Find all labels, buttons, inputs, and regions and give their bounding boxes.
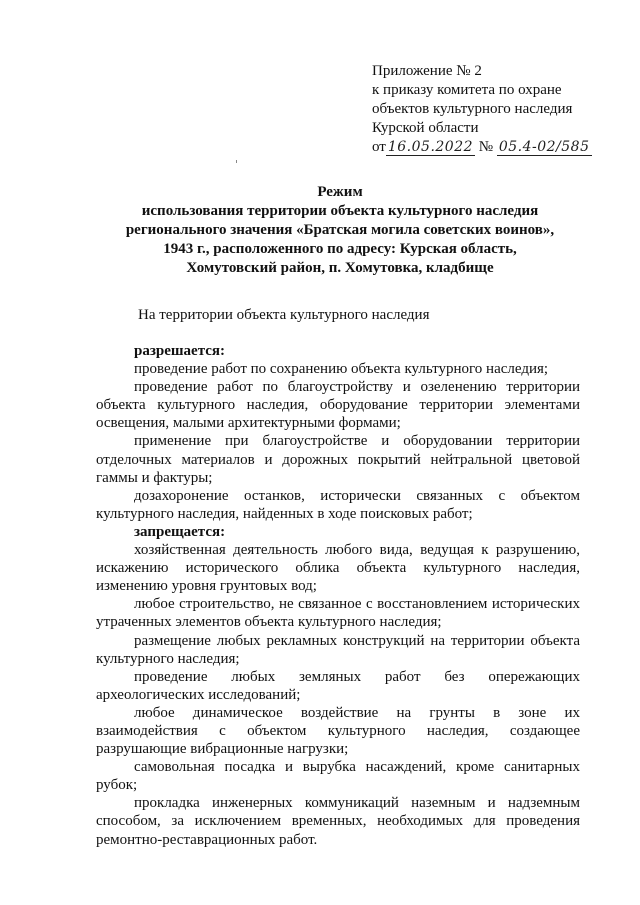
appendix-committee-line: объектов культурного наследия [372, 101, 573, 117]
handwritten-date: 16.05.2022 [387, 139, 474, 155]
document-body [96, 342, 580, 849]
allowed-item: проведение работ по сохранению объекта культурного наследия; [134, 361, 549, 378]
appendix-order-line: к приказу комитета по охране [372, 82, 562, 98]
title-line-5: Хомутовский район, п. Хомутовка, кладбище [186, 260, 494, 276]
forbidden-item: прокладка инженерных коммуникаций наземным и надземным способом, за исключением временных, необходимых для проведения ремонтно-реставрационных работ. [96, 795, 580, 848]
forbidden-heading: запрещается: [134, 523, 226, 540]
forbidden-item: любое динамическое воздействие на грунты в зоне их взаимодействия с объектом культурного наследия, создающее разрушающие вибрационные нагрузки; [96, 704, 580, 758]
title-line-4: 1943 г., расположенного по адресу: Курская область, [163, 241, 517, 257]
appendix-date-number-line [372, 138, 612, 157]
handwritten-number: 05.4-02/585 [498, 139, 590, 155]
number-prefix: № [478, 139, 494, 155]
forbidden-item: размещение любых рекламных конструкций на территории объекта культурного наследия; [96, 632, 580, 667]
allowed-item: применение при благоустройстве и оборудовании территории отделочных материалов и дорожных покрытий нейтральной цветовой гаммы и фактуры; [96, 433, 580, 486]
forbidden-item: проведение любых земляных работ без опережающих археологических исследований; [96, 668, 580, 703]
title-line-1: Режим [317, 184, 363, 200]
intro-text: На территории объекта культурного наследия [138, 307, 430, 323]
stray-mark [236, 160, 237, 163]
allowed-item: дозахоронение останков, исторически связанных с объектом культурного наследия, найденных в ходе поисковых работ; [96, 487, 580, 522]
forbidden-item: самовольная посадка и вырубка насаждений, кроме санитарных рубок; [96, 759, 580, 794]
document-title [80, 183, 600, 278]
title-line-2: использования территории объекта культурного наследия [141, 203, 539, 219]
allowed-heading: разрешается: [134, 343, 226, 359]
forbidden-item: хозяйственная деятельность любого вида, ведущая к разрушению, искажению исторического облика объекта культурного наследия, изменению уровня грунтовых вод; [96, 542, 580, 595]
appendix-region-line: Курской области [372, 120, 479, 136]
forbidden-item: любое строительство, не связанное с восстановлением исторических утраченных элементов объекта культурного наследия; [96, 596, 580, 631]
title-line-3: регионального значения «Братская могила советских воинов», [125, 222, 555, 238]
appendix-title: Приложение № 2 [372, 63, 482, 79]
allowed-item: проведение работ по благоустройству и озеленению территории объекта культурного наследия, оборудование территории элементами освещения, малыми архитектурными формами; [96, 379, 580, 432]
appendix-block [372, 62, 612, 157]
date-prefix: от [372, 139, 386, 155]
